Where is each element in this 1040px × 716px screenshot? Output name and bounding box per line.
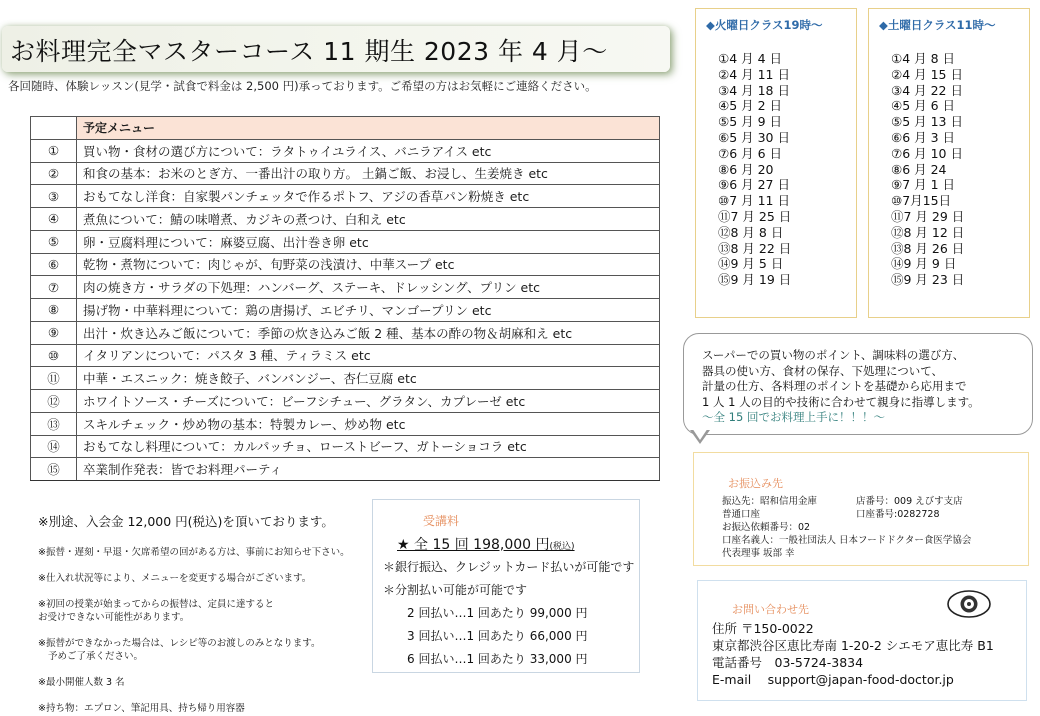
list-item: ⑦6 月 10 日: [891, 145, 963, 161]
row-menu: 揚げ物・中華料理について：鶏の唐揚げ、エビチリ、マンゴープリン etc: [77, 299, 660, 322]
list-item: ⑥6 月 3 日: [891, 129, 956, 145]
note-item: ※振替・遅刻・早退・欠席希望の回がある方は、事前にお知らせ下さい。: [38, 547, 350, 558]
bubble-line: 計量の仕方、各料理のポイントを基礎から応用まで: [702, 379, 967, 393]
list-item: ⑫8 月 8 日: [718, 224, 784, 240]
row-num: ⑮: [31, 458, 77, 481]
tuition-fee-box: [372, 499, 640, 673]
row-num: ④: [31, 208, 77, 231]
contact-email[interactable]: E-mail support@japan-food-doctor.jp: [712, 672, 954, 687]
row-menu: イタリアンについて：パスタ 3 種、ティラミス etc: [77, 344, 660, 367]
schedule-saturday-list: [869, 33, 1029, 288]
bank-representative: 代表理事 坂部 幸: [722, 548, 795, 559]
contact-zip: 住所 〒150-0022: [712, 621, 814, 636]
table-row: [31, 276, 660, 299]
row-menu: 煮魚について：鯖の味噌煮、カジキの煮つけ、白和え etc: [77, 208, 660, 231]
list-item: ②4 月 11 日: [718, 66, 790, 82]
row-num: ⑫: [31, 390, 77, 413]
bubble-accent: 〜全 15 回でお料理上手に！！！〜: [702, 410, 885, 424]
list-item: ⑭9 月 9 日: [891, 256, 957, 272]
list-item: ⑬8 月 22 日: [718, 240, 792, 256]
schedule-tuesday-heading: ◆火曜日クラス19時〜: [706, 18, 823, 32]
schedule-tuesday: [695, 8, 857, 318]
row-num: ⑩: [31, 344, 77, 367]
list-item: ⑪7 月 25 日: [718, 208, 792, 224]
table-row: [31, 162, 660, 185]
note-item: 予めご了承ください。: [48, 651, 144, 662]
fee-heading: 受講料: [423, 514, 460, 528]
schedule-saturday-heading: ◆土曜日クラス11時〜: [879, 18, 996, 32]
row-num: ⑤: [31, 230, 77, 253]
table-row: [31, 230, 660, 253]
contact-box: [697, 580, 1027, 701]
page-title: お料理完全マスターコース 11 期生 2023 年 4 月〜: [10, 37, 608, 66]
note-item: ※初回の授業が始まってからの振替は、定員に達すると: [38, 599, 274, 610]
food-doctor-logo-icon: [946, 589, 992, 619]
row-menu: 卒業制作発表：皆でお料理パーティ: [77, 458, 660, 481]
table-row: [31, 299, 660, 322]
menu-header-row: [31, 117, 660, 140]
bank-transfer-code: お振込依頼番号：02: [722, 522, 811, 533]
table-row: [31, 208, 660, 231]
row-menu: 和食の基本：お米のとぎ方、一番出汁の取り方。 土鍋ご飯、お浸し、生姜焼き etc: [77, 162, 660, 185]
bank-heading: お振込み先: [728, 477, 783, 490]
table-row: [31, 253, 660, 276]
bank-transfer-box: [693, 452, 1029, 566]
list-item: ⑧6 月 24: [891, 161, 947, 177]
fee-payment-methods: ＊銀行振込、クレジットカード払いが可能です: [383, 560, 635, 574]
note-item: ※最小開催人数 3 名: [38, 677, 125, 688]
fee-plan: 2 回払い…1 回あたり 99,000 円: [407, 606, 588, 620]
bubble-line: 器具の使い方、食材の保存、下処理について、: [702, 363, 944, 378]
schedule-saturday: [868, 8, 1030, 318]
note-item: お受けできない可能性があります。: [38, 612, 190, 623]
list-item: ①4 月 8 日: [891, 51, 956, 66]
list-item: ④5 月 2 日: [718, 98, 783, 114]
table-row: [31, 139, 660, 162]
table-row: [31, 435, 660, 458]
row-menu: 買い物・食材の選び方について：ラタトゥイユライス、バニラアイス etc: [77, 139, 660, 162]
row-num: ③: [31, 185, 77, 208]
row-menu: おもてなし洋食：自家製パンチェッタで作るポトフ、アジの香草パン粉焼き etc: [77, 185, 660, 208]
list-item: ⑦6 月 6 日: [718, 145, 783, 161]
bubble-line: スーパーでの買い物のポイント、調味料の選び方、: [702, 348, 965, 362]
row-num: ①: [31, 139, 77, 162]
contact-address: 東京都渋谷区恵比寿南 1-20-2 シエモア恵比寿 B1: [712, 638, 994, 653]
fee-tax-label: (税込): [549, 542, 575, 552]
row-menu: 卵・豆腐料理について：麻婆豆腐、出汁巻き卵 etc: [77, 230, 660, 253]
bank-branch: 店番号：009 えびす支店: [856, 496, 963, 507]
row-num: ⑧: [31, 299, 77, 322]
page-subtitle: 各回随時、体験レッスン(見学・試食で料金は 2,500 円)承っております。ご希望の方はお気軽にご連絡ください。: [8, 79, 597, 93]
row-num: ⑨: [31, 321, 77, 344]
list-item: ①4 月 4 日: [718, 51, 783, 66]
bank-account-type: 普通口座: [722, 509, 761, 520]
list-item: ⑩7 月 11 日: [718, 193, 790, 209]
enrollment-fee-note: ※別途、入会金 12,000 円(税込)を頂いております。: [38, 514, 334, 529]
row-menu: スキルチェック・炒め物の基本：特製カレー、炒め物 etc: [77, 412, 660, 435]
contact-phone: 電話番号 03-5724-3834: [712, 655, 864, 670]
row-menu: 肉の焼き方・サラダの下処理：ハンバーグ、ステーキ、ドレッシング、プリン etc: [77, 276, 660, 299]
table-row: [31, 185, 660, 208]
list-item: ⑤5 月 9 日: [718, 114, 783, 130]
menu-table: [30, 116, 660, 481]
list-item: ⑮9 月 19 日: [718, 272, 792, 288]
note-item: ※持ち物：エプロン、筆記用具、持ち帰り用容器: [38, 703, 245, 714]
note-item: ※振替ができなかった場合は、レシピ等のお渡しのみとなります。: [38, 638, 321, 649]
note-item: ※仕入れ状況等により、メニューを変更する場合がございます。: [38, 573, 312, 584]
bank-account-number: 口座番号:0282728: [856, 509, 940, 520]
row-menu: 乾物・煮物について：肉じゃが、旬野菜の浅漬け、中華スープ etc: [77, 253, 660, 276]
row-num: ⑭: [31, 435, 77, 458]
row-num: ⑦: [31, 276, 77, 299]
contact-heading: お問い合わせ先: [732, 603, 809, 616]
table-row: [31, 321, 660, 344]
table-row: [31, 458, 660, 481]
bubble-tail-fill: [692, 428, 708, 440]
list-item: ⑩7月15日: [891, 193, 952, 209]
table-row: [31, 390, 660, 413]
list-item: ⑤5 月 13 日: [891, 114, 963, 130]
row-num: ⑬: [31, 412, 77, 435]
fee-plan: 3 回払い…1 回あたり 66,000 円: [407, 629, 588, 643]
row-num: ②: [31, 162, 77, 185]
table-row: [31, 412, 660, 435]
list-item: ⑨7 月 1 日: [891, 177, 956, 193]
fee-installment-note: ＊分割払い可能が可能です: [383, 583, 528, 597]
list-item: ②4 月 15 日: [891, 66, 963, 82]
menu-header-num: [31, 117, 77, 140]
row-menu: 出汁・炊き込みご飯について：季節の炊き込みご飯 2 種、基本の酢の物＆胡麻和え etc: [77, 321, 660, 344]
fee-total: [397, 534, 575, 554]
list-item: ⑬8 月 26 日: [891, 240, 965, 256]
bank-payee: 振込先：昭和信用金庫: [722, 496, 818, 507]
table-row: [31, 344, 660, 367]
bubble-line: 1 人 1 人の目的や技術に合わせて親身に指導します。: [702, 394, 980, 409]
row-menu: 中華・エスニック：焼き餃子、バンバンジー、杏仁豆腐 etc: [77, 367, 660, 390]
list-item: ③4 月 22 日: [891, 82, 963, 98]
table-row: [31, 367, 660, 390]
list-item: ③4 月 18 日: [718, 82, 790, 98]
course-description-bubble: [683, 333, 1033, 435]
list-item: ⑨6 月 27 日: [718, 177, 790, 193]
list-item: ⑥5 月 30 日: [718, 129, 790, 145]
list-item: ⑧6 月 20: [718, 161, 774, 177]
row-num: ⑥: [31, 253, 77, 276]
fee-total-amount: ★ 全 15 回 198,000 円: [397, 537, 550, 553]
list-item: ⑪7 月 29 日: [891, 208, 965, 224]
row-menu: おもてなし料理について：カルパッチョ、ローストビーフ、ガトーショコラ etc: [77, 435, 660, 458]
list-item: ⑭9 月 5 日: [718, 256, 784, 272]
list-item: ⑮9 月 23 日: [891, 272, 965, 288]
schedule-tuesday-list: [696, 33, 856, 288]
list-item: ⑫8 月 12 日: [891, 224, 965, 240]
row-menu: ホワイトソース・チーズについて：ビーフシチュー、グラタン、カプレーゼ etc: [77, 390, 660, 413]
fee-plan: 6 回払い…1 回あたり 33,000 円: [407, 652, 588, 666]
row-num: ⑪: [31, 367, 77, 390]
list-item: ④5 月 6 日: [891, 98, 956, 114]
menu-header-label: 予定メニュー: [77, 117, 660, 140]
bank-account-name: 口座名義人：一般社団法人 日本フードドクター食医学協会: [722, 535, 972, 546]
